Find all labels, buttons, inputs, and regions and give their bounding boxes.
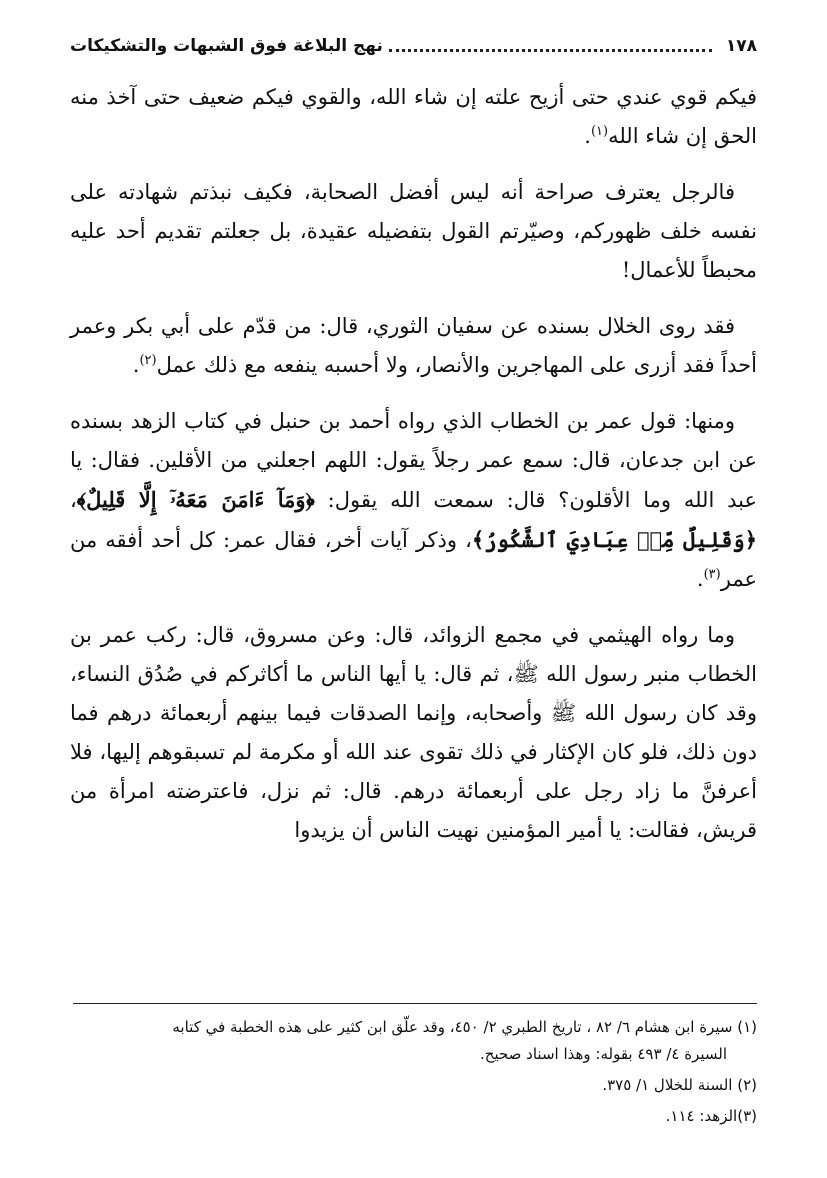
paragraph-3 — [70, 307, 757, 385]
main-text — [70, 78, 757, 867]
footnote-separator — [73, 1003, 757, 1004]
quran-verse-1: ﴿وَمَآ ءَامَنَ مَعَهُۥٓ إِلَّا قَلِيلٌ﴾ — [76, 487, 315, 512]
footnote-2 — [70, 1072, 757, 1099]
paragraph-3-end: . — [132, 353, 140, 377]
paragraph-3-text: فقد روى الخلال بسنده عن سفيان الثوري، قال: من قدّم على أبي بكر وعمر أحداً فقد أزرى على المهاجرين والأنصار، ولا أحسبه ينفعه مع ذلك عمل — [70, 314, 757, 377]
paragraph-4 — [70, 402, 757, 599]
paragraph-5 — [70, 616, 757, 850]
verse-separator: ، — [70, 488, 77, 512]
header-leader-dots — [389, 41, 712, 52]
footnotes — [70, 1014, 757, 1134]
paragraph-4-text-b: ، وذكر آيات أخر، فقال عمر: كل أحد أفقه من عمر — [70, 528, 757, 591]
quran-verse-2: ﴿وَقَلِيلٌ مِّنۡ عِبَادِيَ ٱلشَّكُورُ﴾ — [471, 527, 757, 552]
footnote-ref-3: (٣) — [703, 567, 721, 582]
running-title: نهج البلاغة فوق الشبهات والتشكيكات — [70, 36, 383, 56]
paragraph-1 — [70, 78, 757, 156]
paragraph-4-text-a: ومنها: قول عمر بن الخطاب الذي رواه أحمد بن حنبل في كتاب الزهد بسنده عن ابن جدعان، قال: سمع عمر رجلاً يقول: اللهم اجعلني من الأقلين. فقال: يا عبد الله وما الأقلون؟ قال: سمعت الله يقول: — [70, 409, 757, 512]
footnote-ref-1: (١) — [590, 124, 609, 139]
footnote-2-text: (٢) السنة للخلال ١/ ٣٧٥. — [602, 1076, 757, 1094]
footnote-3 — [70, 1103, 757, 1130]
footnote-1 — [70, 1014, 757, 1068]
footnote-1-continuation: السيرة ٤/ ٤٩٣ بقوله: وهذا اسناد صحيح. — [480, 1045, 727, 1063]
paragraph-1-text: فيكم قوي عندي حتى أزيح علته إن شاء الله، والقوي فيكم ضعيف حتى آخذ منه الحق إن شاء الله — [70, 85, 757, 148]
page-header — [70, 30, 757, 62]
paragraph-4-end: . — [696, 567, 704, 591]
paragraph-5-text: وما رواه الهيثمي في مجمع الزوائد، قال: وعن مسروق، قال: ركب عمر بن الخطاب منبر رسول الله ﷺ، ثم قال: يا أيها الناس ما أكاثركم في صُدُق النساء، وقد كان رسول الله ﷺ وأصحابه، وإنما الصدقات فيما بينهم أربعمائة درهم فما دون ذلك، فلو كان الإكثار في ذلك تقوى عند الله أو مكرمة لم تسبقوهم إليها، فلا أعرفنَّ ما زاد رجل على أربعمائة درهم. قال: ثم نزل، فاعترضته امرأة من قريش، فقالت: يا أمير المؤمنين نهيت الناس أن يزيدوا — [70, 623, 757, 842]
footnote-ref-2: (٢) — [139, 353, 157, 368]
paragraph-2 — [70, 173, 757, 290]
page-number: ١٧٨ — [725, 36, 757, 56]
paragraph-1-end: . — [584, 124, 591, 148]
footnote-1-text: (١) سيرة ابن هشام ٦/ ٨٢ ، تاريخ الطبري ٢/ ٤٥٠، وقد علّق ابن كثير على هذه الخطبة في كتابه — [172, 1018, 757, 1036]
footnote-3-text: (٣)الزهد: ١١٤. — [665, 1107, 757, 1125]
paragraph-2-text: فالرجل يعترف صراحة أنه ليس أفضل الصحابة، فكيف نبذتم شهادته على نفسه خلف ظهوركم، وصيّرتم القول بتفضيله عقيدة، بل جعلتم تقديم أحد عليه محبطاً للأعمال! — [70, 180, 757, 282]
